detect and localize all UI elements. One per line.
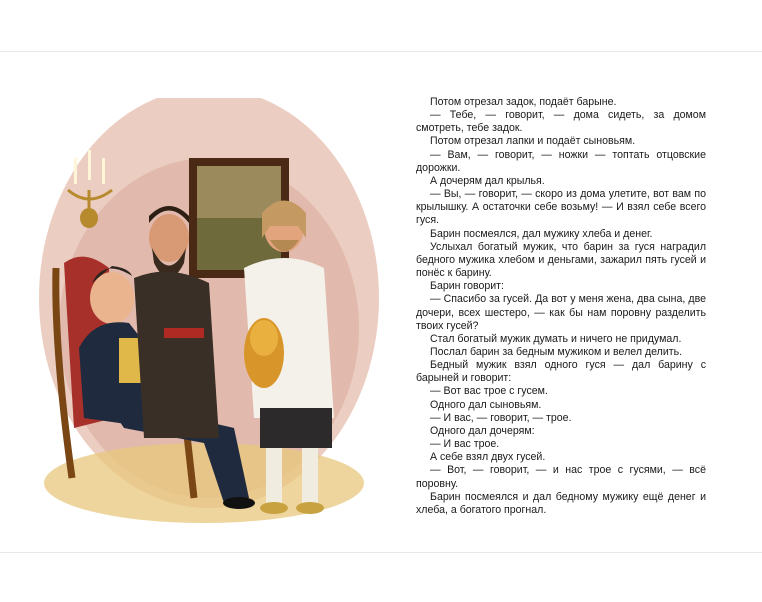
paragraph: — Вот, — говорит, — и нас трое с гусями, — всё поровну. — [416, 464, 706, 490]
paragraph: Потом отрезал лапки и подаёт сыновьям. — [430, 135, 636, 148]
paragraph: Услыхал богатый мужик, что барин за гуся наградил бедного мужика хлебом и деньгами, зажарил пять гусей и понёс к барину. — [416, 240, 706, 280]
paragraph: А себе взял двух гусей. — [430, 451, 546, 464]
paragraph: Барин посмеялся, дал мужику хлеба и денег. — [430, 227, 653, 240]
paragraph: Барин посмеялся и дал бедному мужику ещё денег и хлеба, а богатого прогнал. — [416, 490, 706, 516]
paragraph: — И вас трое. — [430, 438, 500, 451]
paragraph: Послал барин за бедным мужиком и велел делить. — [430, 345, 683, 358]
paragraph: Бедный мужик взял одного гуся — дал барину с барыней и говорит: — [416, 359, 706, 385]
paragraph: А дочерям дал крылья. — [430, 174, 545, 187]
paragraph: Стал богатый мужик думать и ничего не придумал. — [430, 332, 682, 345]
paragraph: Барин говорит: — [430, 280, 504, 293]
paragraph: — Вот вас трое с гусем. — [430, 385, 548, 398]
paragraph: Потом отрезал задок, подаёт барыне. — [430, 96, 617, 108]
book-spread — [0, 51, 762, 553]
story-text — [416, 96, 706, 517]
paragraph: — Вы, — говорит, — скоро из дома улетите, вот вам по крылышку. А остаточки себе возьму! — И взял себе всего гуся. — [416, 188, 706, 227]
paragraph: — Спасибо за гусей. Да вот у меня жена, два сына, две дочери, всех шестеро, — как бы нам поровну разделить твоих гусей? — [416, 293, 706, 332]
paragraph: — И вас, — говорит, — трое. — [430, 411, 572, 424]
paragraph: Одного дал сыновьям. — [430, 398, 542, 411]
paragraph: — Тебе, — говорит, — дома сидеть, за домом смотреть, тебе задок. — [416, 109, 706, 135]
paragraph: Одного дал дочерям: — [430, 424, 535, 437]
paragraph: — Вам, — говорит, — ножки — топтать отцовские дорожки. — [416, 148, 706, 174]
story-illustration — [34, 98, 384, 528]
